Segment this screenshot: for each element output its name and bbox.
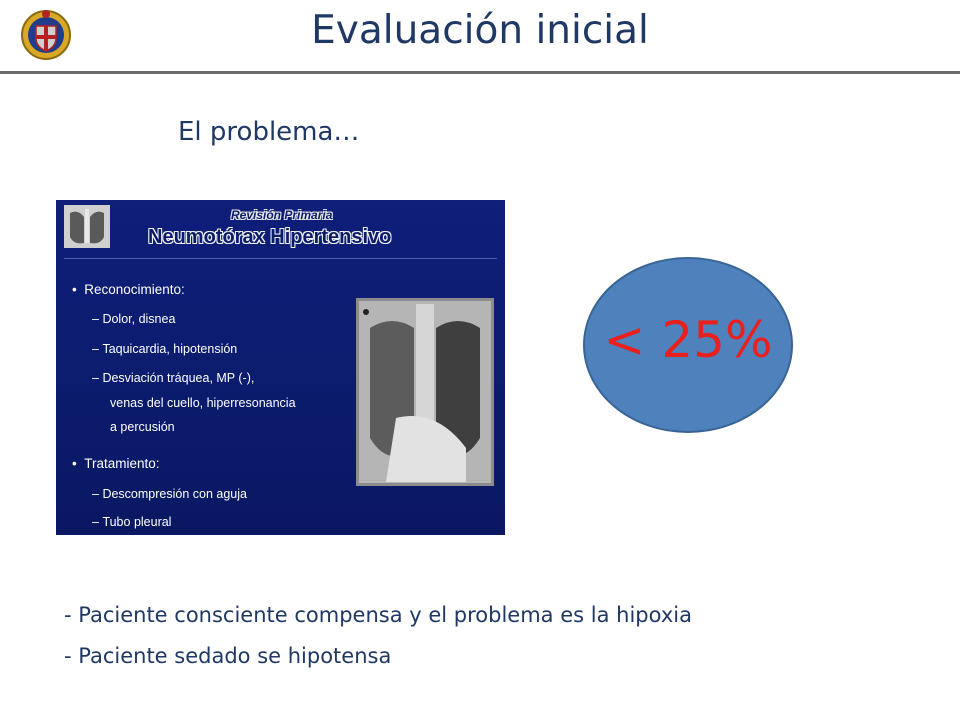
treatment-item-text: Descompresión con aguja xyxy=(102,487,247,501)
recognition-item: – Dolor, disnea xyxy=(92,312,176,326)
treatment-item-text: Tubo pleural xyxy=(102,515,172,529)
embedded-slide-image xyxy=(56,200,505,535)
percentage-badge xyxy=(583,257,793,433)
note-line: - Paciente consciente compensa y el problema es la hipoxia xyxy=(64,603,692,627)
recognition-item: – Taquicardia, hipotensión xyxy=(92,342,238,356)
treatment-bullet: • Tratamiento: xyxy=(72,456,160,471)
recognition-item-continued: venas del cuello, hiperresonancia xyxy=(110,396,296,410)
chest-xray-icon xyxy=(64,205,110,248)
recognition-item-text: Taquicardia, hipotensión xyxy=(102,342,238,356)
section-subtitle: El problema… xyxy=(178,117,360,147)
recognition-label: Reconocimiento: xyxy=(84,282,185,297)
chest-xray-image xyxy=(356,298,494,486)
title-divider xyxy=(0,71,960,74)
treatment-label: Tratamiento: xyxy=(84,456,160,471)
recognition-item-text: Desviación tráquea, MP (-), xyxy=(102,371,255,385)
note-line: - Paciente sedado se hipotensa xyxy=(64,644,392,668)
recognition-item-text: Dolor, disnea xyxy=(102,312,176,326)
treatment-item: – Tubo pleural xyxy=(92,515,172,529)
percentage-badge-text: < 25% xyxy=(603,311,773,369)
recognition-bullet: • Reconocimiento: xyxy=(72,282,185,297)
page-title: Evaluación inicial xyxy=(311,8,649,53)
recognition-item-continued: a percusión xyxy=(110,420,175,434)
slide-divider xyxy=(64,258,497,259)
slide-kicker: Revisión Primaria xyxy=(231,208,333,222)
recognition-item: – Desviación tráquea, MP (-), xyxy=(92,371,255,385)
slide-heading: Neumotórax Hipertensivo xyxy=(148,226,392,248)
treatment-item: – Descompresión con aguja xyxy=(92,487,247,501)
